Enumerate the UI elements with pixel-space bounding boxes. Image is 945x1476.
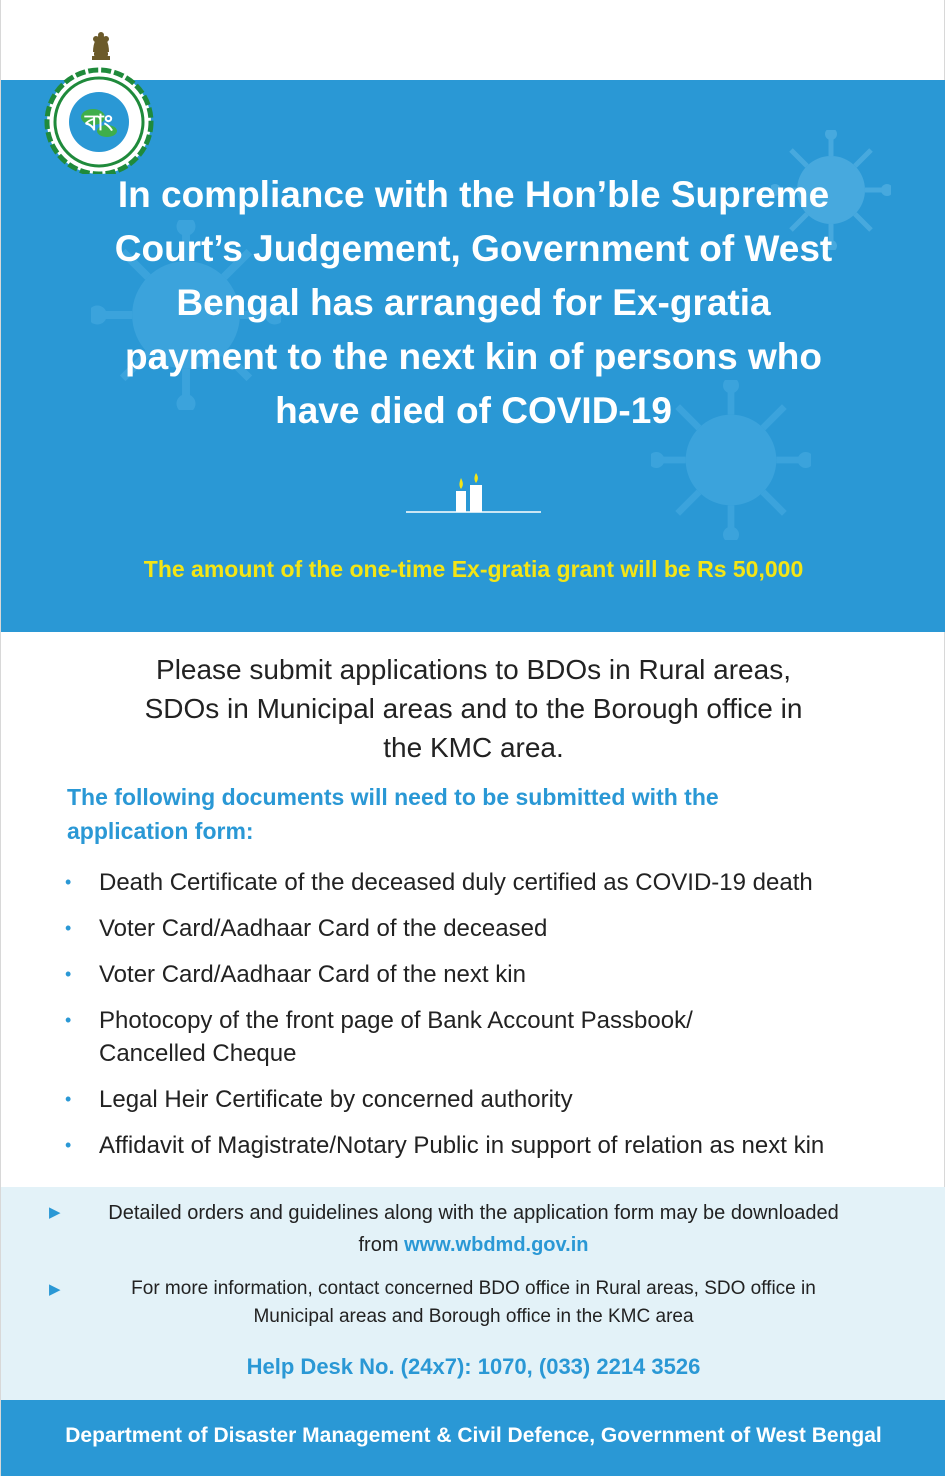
bullet-icon: • <box>65 1089 72 1109</box>
list-item-text: Affidavit of Magistrate/Notary Public in support of relation as next kin <box>99 1132 825 1159</box>
headline-line: Court’s Judgement, Government of West <box>114 228 833 269</box>
bullet-icon: • <box>65 918 72 938</box>
headline-line: payment to the next kin of persons who <box>125 336 822 377</box>
bullet-icon: • <box>65 1010 72 1030</box>
download-info-prefix: from <box>358 1234 405 1256</box>
list-item-text: Death Certificate of the deceased duly certified as COVID-19 death <box>99 869 813 896</box>
headline-line: Bengal has arranged for Ex-gratia <box>176 282 771 323</box>
contact-info-line: For more information, contact concerned BDO office in Rural areas, SDO office in <box>131 1278 816 1299</box>
emblem-letter: বাং <box>84 111 114 136</box>
submission-line: SDOs in Municipal areas and to the Borough office in <box>144 693 803 724</box>
download-info-line <box>61 1229 886 1261</box>
download-info <box>61 1197 886 1261</box>
candles-icon <box>406 473 541 515</box>
seal-icon <box>47 70 151 174</box>
bullet-icon: • <box>65 1135 72 1155</box>
list-item <box>63 1083 903 1116</box>
submission-line: the KMC area. <box>383 732 564 763</box>
arrow-right-icon: ▶ <box>49 1281 61 1298</box>
west-bengal-emblem <box>41 24 161 174</box>
bullet-icon: • <box>65 872 72 892</box>
list-item <box>63 1129 903 1162</box>
documents-heading <box>67 780 827 848</box>
ashoka-emblem-icon <box>92 32 110 60</box>
headline-line: have died of COVID-19 <box>275 390 672 431</box>
list-item-text: Legal Heir Certificate by concerned authority <box>99 1086 573 1113</box>
documents-heading-line: The following documents will need to be submitted with the <box>67 784 719 810</box>
documents-heading-line: application form: <box>67 818 254 844</box>
list-item-text: Voter Card/Aadhaar Card of the deceased <box>99 915 548 942</box>
list-item-text: Voter Card/Aadhaar Card of the next kin <box>99 961 526 988</box>
contact-info <box>71 1275 876 1331</box>
list-item <box>63 912 903 945</box>
list-item <box>63 866 903 899</box>
grant-amount: The amount of the one-time Ex-gratia grant will be Rs 50,000 <box>143 556 804 582</box>
footer-department: Department of Disaster Management & Civil Defence, Government of West Bengal <box>1 1400 945 1476</box>
headline <box>61 168 886 438</box>
helpdesk-number: Help Desk No. (24x7): 1070, (033) 2214 3526 <box>246 1354 701 1379</box>
contact-info-line: Municipal areas and Borough office in the KMC area <box>253 1306 694 1327</box>
submission-instructions <box>91 650 856 767</box>
list-item-text: Photocopy of the front page of Bank Account Passbook/ <box>99 1007 693 1034</box>
bullet-icon: • <box>65 964 72 984</box>
arrow-right-icon: ▶ <box>49 1204 61 1221</box>
submission-line: Please submit applications to BDOs in Rural areas, <box>156 654 791 685</box>
headline-line: In compliance with the Hon’ble Supreme <box>117 174 830 215</box>
list-item <box>63 1004 903 1070</box>
wbdmd-website-link[interactable]: www.wbdmd.gov.in <box>404 1234 589 1256</box>
download-info-line: Detailed orders and guidelines along with the application form may be downloaded <box>108 1202 839 1224</box>
list-item <box>63 958 903 991</box>
list-item-text: Cancelled Cheque <box>99 1040 297 1067</box>
documents-list <box>63 866 903 1175</box>
